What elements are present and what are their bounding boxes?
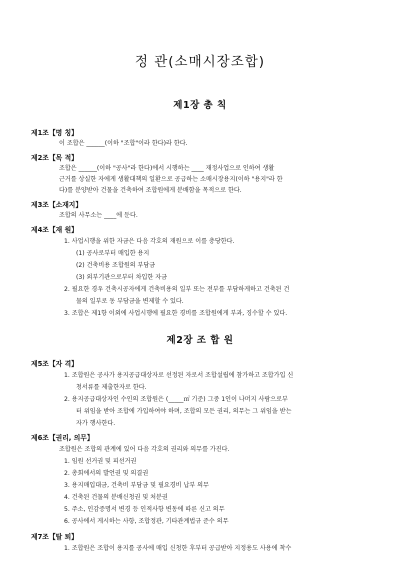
article-line: 1. 조합원은 조합이 용지를 공사에 매입 신청한 후부터 공급받아 지정용도 사용에 착수 [64, 545, 292, 552]
article-line: 1. 사업시행을 위한 자금은 다음 각호의 재원으로 이를 충당한다. [64, 238, 235, 245]
chapter-heading: 제1장 총 칙 [173, 100, 227, 111]
article-line: 4. 건축된 건물의 분배신청권 및 처분권 [64, 494, 168, 501]
article-line: 자가 행사한다. [76, 420, 116, 427]
article-line: 근거를 상실한 자에게 생활대책의 일환으로 공급하는 소매시장용지(이하 "용지"라 한 [59, 176, 283, 183]
article-line: 5. 주소, 인감증명서 변경 등 인적사항 변동에 따른 신고 의무 [64, 506, 225, 513]
article-heading: 제6조【권리, 의무】 [31, 434, 94, 442]
article-line: 다)를 분양받아 건물을 건축하여 조합원에게 분배함을 목적으로 한다. [59, 187, 242, 194]
article-line: (3) 외부기관으로부터 차입한 자금 [76, 274, 167, 281]
article-heading: 제2조【목 적】 [31, 154, 78, 162]
article-line: 물의 일부로 동 부담금을 변제할 수 있다. [76, 298, 184, 305]
article-heading: 제4조【재 원】 [31, 226, 78, 234]
article-line: 1. 임원 선거권 및 피선거권 [64, 458, 137, 465]
article-line: 조합은 ______(이하 "공사"라 한다)에서 시행하는 ____ 재정사업으로 인하여 생활 [59, 165, 275, 172]
article-heading: 제5조【자 격】 [31, 360, 78, 368]
article-line: 2. 총회에서의 발언권 및 의결권 [64, 470, 149, 477]
article-heading: 제7조【탈 퇴】 [31, 533, 78, 541]
document-title: 정 관(소매시장조합) [134, 54, 266, 70]
article-line: (2) 건축비용 조합원의 부담금 [76, 262, 156, 269]
chapter-heading: 제2장 조 합 원 [166, 335, 234, 346]
article-line: 2. 필요한 경우 건축시공자에게 건축비용의 일부 또는 전부를 부담하게하고 건축된 건 [64, 286, 290, 293]
article-line: (1) 공사로부터 매입한 용지 [76, 250, 150, 257]
article-line: 청서류를 제출한자로 한다. [76, 384, 147, 391]
article-line: 3. 조합은 제1항 이외에 사업시행에 필요한 경비를 조합원에게 부과, 징수할 수 있다. [64, 310, 288, 317]
article-line: 조합원은 조합의 관계에 있어 다음 각호의 권리와 의무를 가진다. [59, 446, 230, 453]
article-line: 터 위임을 받아 조합에 가입하여야 하며, 조합의 모든 권리, 의무는 그 위임을 받는 [76, 408, 292, 415]
article-line: 1. 조합원은 공사가 용지공급대상자로 선정된 자로서 조합설립에 참가하고 조합가입 신 [64, 372, 294, 379]
article-line: 2. 용지공급대상자인 수인의 조합원은 (_____㎡ 기준) 그중 1인이 나머지 사람으로부 [64, 396, 288, 403]
article-heading: 제1조【명 칭】 [31, 129, 78, 137]
article-line: 조합의 사무소는 ____에 둔다. [59, 212, 138, 219]
article-line: 6. 공사에서 게시하는 사항, 조합정관, 기타관계법규 준수 의무 [64, 518, 229, 525]
article-line: 3. 용지매입대금, 건축비 부담금 및 필요경비 납부 의무 [64, 482, 209, 489]
article-line: 이 조합은 ______(이하 "조합"이라 한다)라 한다. [59, 140, 188, 147]
article-heading: 제3조【소재지】 [31, 201, 83, 209]
